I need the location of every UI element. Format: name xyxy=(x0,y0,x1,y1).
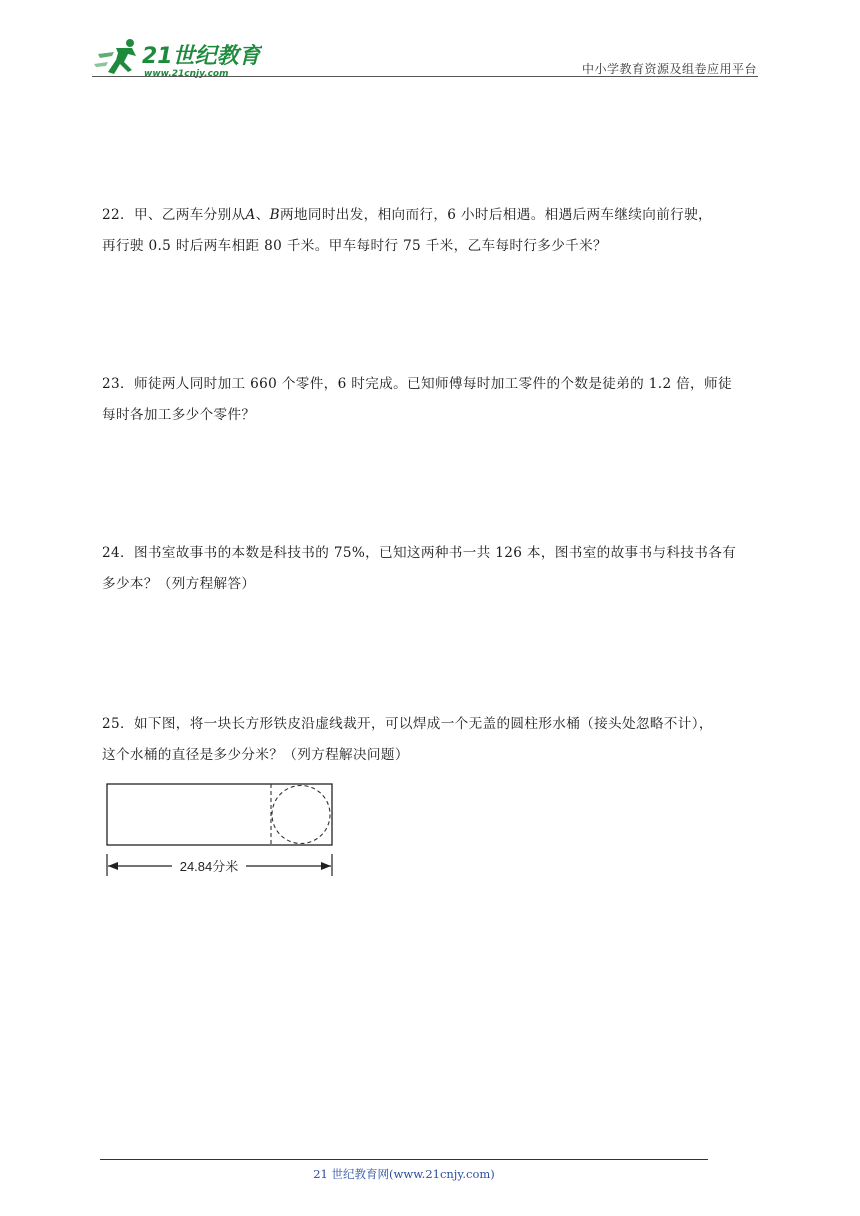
question-text: 师徒两人同时加工 660 个零件，6 时完成。已知师傅每时加工零件的个数是徒弟的 1.2 倍，师徒 xyxy=(133,376,732,392)
question-24-line-2: 多少本？（列方程解答） xyxy=(102,576,256,592)
logo-wordmark: 21世纪教育 xyxy=(142,44,261,69)
footer-site-text: 21 世纪教育网(www.21cnjy.com) xyxy=(313,1167,495,1181)
question-number: 25． xyxy=(102,716,134,732)
question-25-line-2: 这个水桶的直径是多少分米？（列方程解决问题） xyxy=(102,747,409,763)
dashed-circle xyxy=(272,786,330,844)
question-23-line-1 xyxy=(102,369,766,400)
runner-icon xyxy=(94,39,136,74)
logo-url: www.21cnjy.com xyxy=(144,69,229,79)
question-number: 24． xyxy=(102,545,134,561)
arrowhead-right xyxy=(321,862,331,870)
footer-divider xyxy=(100,1159,708,1160)
site-logo xyxy=(92,36,262,80)
question-23 xyxy=(102,369,766,431)
question-text: 图书室故事书的本数是科技书的 75%，已知这两种书一共 126 本，图书室的故事书与科技书各有 xyxy=(133,545,737,561)
arrowhead-left xyxy=(108,862,118,870)
dimension-label: 24.84分米 xyxy=(179,859,239,874)
question-text: 如下图，将一块长方形铁皮沿虚线裁开，可以焊成一个无盖的圆柱形水桶（接头处忽略不计）， xyxy=(133,716,713,732)
question-number: 23． xyxy=(102,376,134,392)
header-divider xyxy=(92,76,758,77)
sheet-metal-figure xyxy=(104,780,336,876)
question-25 xyxy=(102,709,766,771)
question-text: 甲、乙两车分别从 xyxy=(133,207,246,223)
question-22-line-2: 再行驶 0.5 时后两车相距 80 千米。甲车每时行 75 千米，乙车每时行多少千米？ xyxy=(102,238,607,254)
question-24 xyxy=(102,538,766,600)
question-text: 两地同时出发，相向而行，6 小时后相遇。相遇后两车继续向前行驶， xyxy=(279,207,712,223)
separator: 、 xyxy=(255,207,270,223)
question-22-line-1 xyxy=(102,200,766,231)
header-platform-text: 中小学教育资源及组卷应用平台 xyxy=(581,62,757,76)
point-b-label: B xyxy=(269,207,280,223)
question-23-line-2: 每时各加工多少个零件？ xyxy=(102,407,256,423)
rectangle-sheet xyxy=(107,784,332,845)
point-a-label: A xyxy=(245,207,256,223)
question-22 xyxy=(102,200,766,262)
question-number: 22． xyxy=(102,207,134,223)
question-25-line-1 xyxy=(102,709,766,740)
question-24-line-1 xyxy=(102,538,766,569)
